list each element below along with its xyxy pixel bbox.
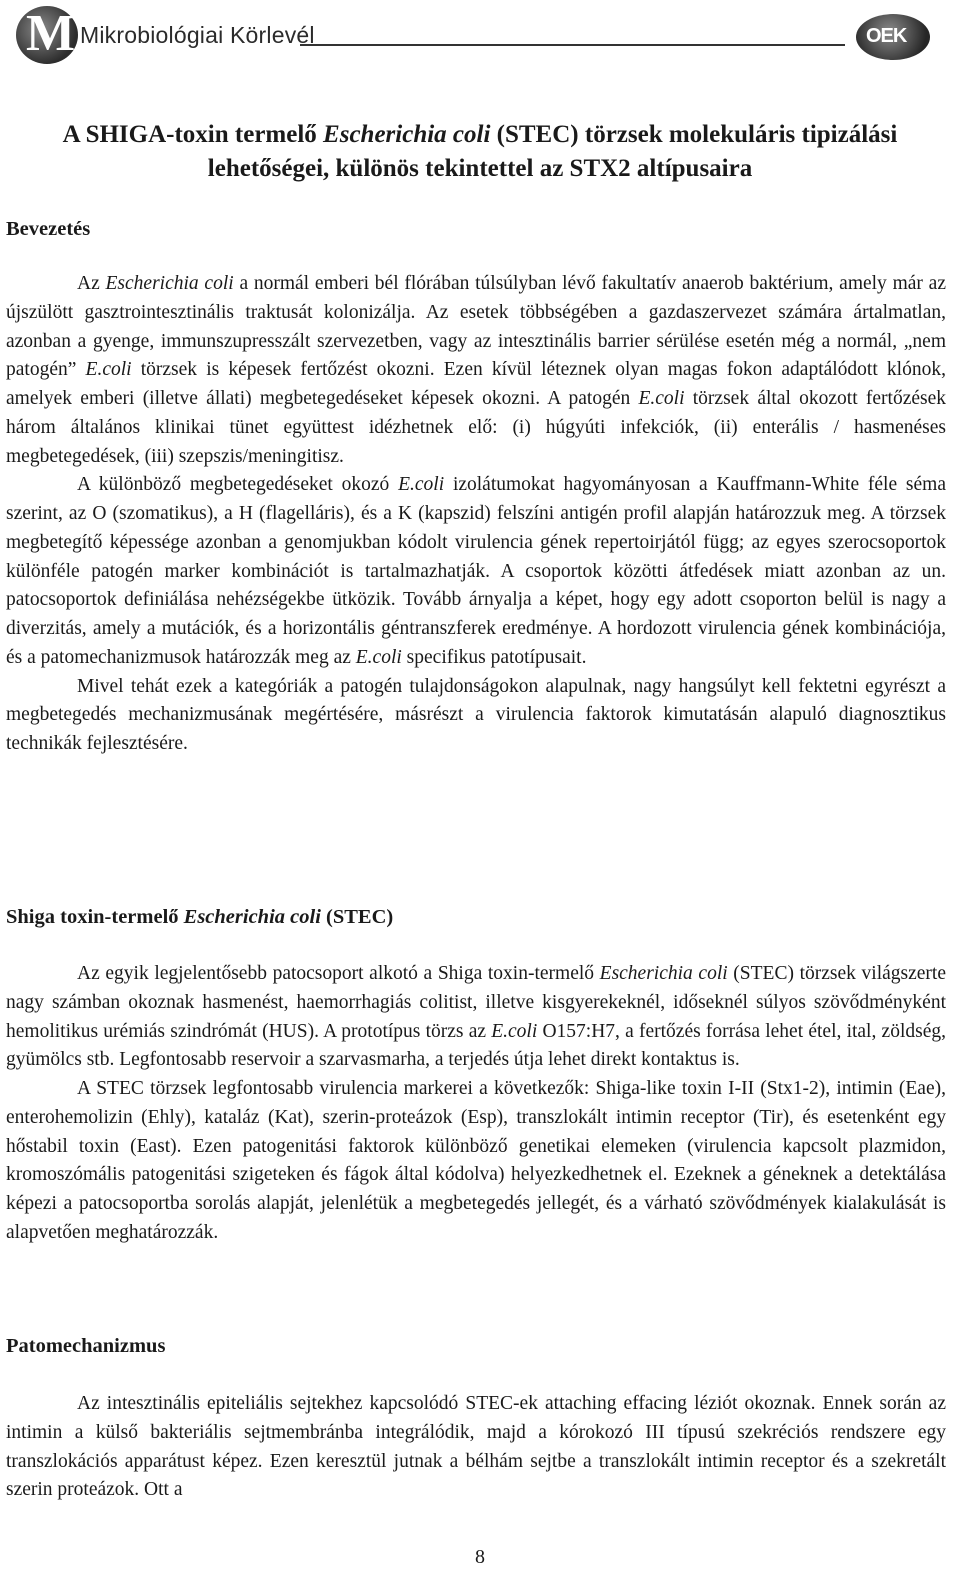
- paragraph-patho-1: Az intesztinális epiteliális sejtekhez kapcsolódó STEC-ek attaching effacing léziót okoznak. Ennek során az intimin a külső bakteriális sejtmembránba integrálódik, majd a kórokozó III típusú szekréciós rendszere egy transzlokációs apparátust képez. Ezen keresztül jutnak a bélhám sejtbe a transzlokált intimin receptor és a szekretált szerin proteázok. Ott a: [6, 1393, 946, 1501]
- page-number: 8: [475, 1546, 485, 1568]
- paragraph-intro-2: A különböző megbetegedéseket okozó E.coli izolátumokat hagyományosan a Kauffmann-White féle séma szerint, az O (szomatikus), a H (flagelláris), és a K (kapszid) felszíni antigén profil alapján határozzuk meg. A törzsek megbetegítő képessége azonban a genomjukban kódolt virulencia gének repertoirjától függ; az egyes szerocsoportok különféle patogén marker kombinációt is tartalmazhatják. A csoportok közötti átfedések miatt azonban az un. patocsoportok definiálása nehézségekbe ütközik. Tovább árnyalja a képet, hogy egy adott csoporton belül is nagy a diverzitás, amely a mutációk, és a horizontális géntranszferek eredménye. A hordozott virulencia gének kombinációja, és a patomechanizmusok határozzák meg az E.coli specifikus patotípusait.: [6, 474, 946, 668]
- journal-title: Mikrobiológiai Körlevél: [80, 22, 315, 48]
- publisher-logo-icon: [856, 14, 930, 60]
- pathomechanism-body: [6, 1390, 946, 1505]
- section-heading-stec: Shiga toxin-termelő Escherichia coli (STEC): [6, 906, 394, 928]
- section-heading-pathomechanism: Patomechanizmus: [6, 1335, 166, 1357]
- page-header: [0, 0, 960, 72]
- intro-body: [6, 270, 946, 759]
- publisher-logo-text: OEK: [866, 25, 907, 47]
- paragraph-intro-1: Az Escherichia coli a normál emberi bél flórában túlsúlyban lévő fakultatív anaerob baktérium, amely már az újszülött gasztrointesztinális traktusát kolonizálja. Az esetek többségében a gazdaszervezet számára ártalmatlan, azonban a gyenge, immunszupresszált szervezetben, vagy az intesztinális barrier sérülése esetén még a normál, „nem patogén” E.coli törzsek is képesek fertőzést okozni. Ezen kívül léteznek olyan magas fokon adaptálódott klónok, amelyek emberi (illetve állati) megbetegedéseket képesek okozni. A patogén E.coli törzsek által okozott fertőzések három általános klinikai tünet együttest idézhetnek elő: (i) húgyúti infekciók, (ii) enterális / hasmenéses megbetegedések, (iii) szepszis/meningitisz.: [6, 273, 946, 467]
- journal-logo-letter: M: [26, 5, 76, 62]
- journal-logo-icon: [16, 6, 78, 64]
- header-divider: [300, 44, 845, 46]
- paragraph-stec-1: Az egyik legjelentősebb patocsoport alkotó a Shiga toxin-termelő Escherichia coli (STEC) törzsek világszerte nagy számban okoznak hasmenést, haemorrhagiás colitist, illetve kisgyerekeknél, időseknél súlyos szövődményként hemolitikus urémiás szindrómát (HUS). A prototípus törzs az E.coli O157:H7, a fertőzés forrása lehet étel, ital, zöldség, gyümölcs stb. Legfontosabb reservoir a szarvasmarha, a terjedés útja lehet direkt kontaktus is.: [6, 963, 946, 1071]
- paragraph-intro-3: Mivel tehát ezek a kategóriák a patogén tulajdonságokon alapulnak, nagy hangsúlyt kell fektetni egyrészt a megbetegedés mechanizmusának megértésére, másrészt a virulencia faktorok kimutatásán alapuló diagnosztikus technikák fejlesztésére.: [6, 675, 946, 754]
- section-heading-intro: Bevezetés: [6, 218, 91, 240]
- article-title: A SHIGA-toxin termelő Escherichia coli (STEC) törzsek molekuláris tipizálási lehetőségei, különös tekintettel az STX2 altípusaira: [62, 121, 898, 182]
- stec-body: [6, 960, 946, 1248]
- paragraph-stec-2: A STEC törzsek legfontosabb virulencia markerei a következők: Shiga-like toxin I-II (Stx1-2), intimin (Eae), enterohemolizin (Ehly), kataláz (Kat), szerin-proteázok (Esp), transzlokált intimin receptor (Tir), és esetenként egy hőstabil toxin (East). Ezen patogenitási faktorok különböző genetikai elemeken (virulencia kapcsolt plazmidon, kromoszómális patogenitási szigeteken és fágok által kódolva) helyezkedhetnek el. Ezeknek a géneknek a detektálása képezi a patocsoportba sorolás alapját, jelenlétük a megbetegedés jellegét, és a várható szövődmények kialakulását is alapvetően meghatározzák.: [6, 1078, 946, 1243]
